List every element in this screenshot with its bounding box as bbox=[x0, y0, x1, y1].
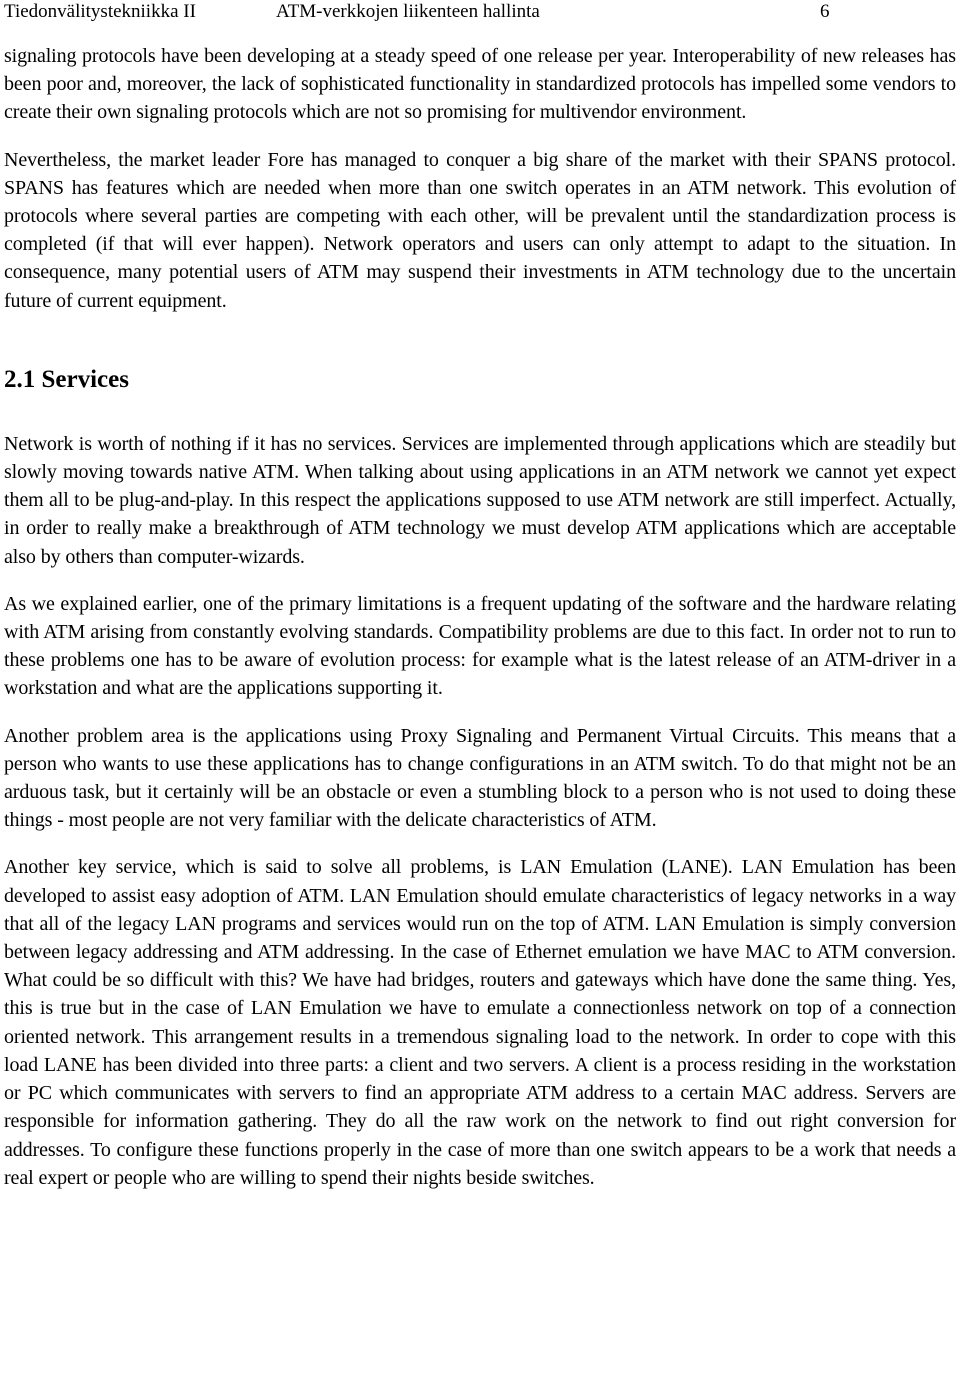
header-course: Tiedonvälitystekniikka II bbox=[4, 1, 196, 22]
paragraph: Nevertheless, the market leader Fore has managed to conquer a big share of the market with their SPANS protocol. SPANS has features which are needed when more than one switch operates in an ATM network. This evolution of protocols where several parties are competing with each other, will be prevalent until the standardization process is completed (if that will ever happen). Network operators and users can only attempt to adapt to the situation. In consequence, many potential users of ATM may suspend their investments in ATM technology due to the uncertain future of current equipment. bbox=[4, 148, 956, 312]
section-heading: 2.1 Services bbox=[4, 365, 129, 393]
document-body bbox=[4, 42, 956, 1192]
paragraph: Another key service, which is said to solve all problems, is LAN Emulation (LANE). LAN Emulation has been developed to assist easy adoption of ATM. LAN Emulation should emulate characteristics of legacy networks in a way that all of the legacy LAN programs and services would run on the top of ATM. LAN Emulation is simply conversion between legacy addressing and ATM addressing. In the case of Ethernet emulation we have MAC to ATM conversion. What could be so difficult with this? We have had bridges, routers and gateways which have done the same thing. Yes, this is true but in the case of LAN Emulation we have to emulate a connectionless network on top of a connection oriented network. This arrangement results in a tremendous signaling load to the network. In order to cope with this load LANE has been divided into three parts: a client and two servers. A client is a process residing in the workstation or PC which communicates with servers to find an appropriate ATM address to a certain MAC address. Servers are responsible for information gathering. They do all the raw work on the network to find out right conversion for addresses. To configure these functions properly in the case of more than one switch appears to be a work that needs a real expert or people who are willing to spend their nights beside switches. bbox=[4, 856, 956, 1189]
paragraph: signaling protocols have been developing at a steady speed of one release per year. Interoperability of new releases has been poor and, moreover, the lack of sophisticated functionality in standardized protocols has impelled some vendors to create their own signaling protocols which are not so promising for multivendor environment. bbox=[4, 45, 956, 124]
header-title: ATM-verkkojen liikenteen hallinta bbox=[276, 1, 540, 22]
paragraph: Another problem area is the applications using Proxy Signaling and Permanent Virtual Circuits. This means that a person who wants to use these applications has to change configurations in an ATM switch. To do that might not be an arduous task, but it certainly will be an obstacle or even a stumbling block to a person who is not used to doing these things - most people are not very familiar with the delicate characteristics of ATM. bbox=[4, 724, 956, 832]
paragraph: Network is worth of nothing if it has no services. Services are implemented through applications which are steadily but slowly moving towards native ATM. When talking about using applications in an ATM network we cannot yet expect them all to be plug-and-play. In this respect the applications supposed to use ATM network are still imperfect. Actually, in order to really make a breakthrough of ATM technology we must develop ATM applications which are acceptable also by others than computer-wizards. bbox=[4, 432, 956, 568]
page-number: 6 bbox=[820, 1, 830, 22]
paragraph: As we explained earlier, one of the primary limitations is a frequent updating of the software and the hardware relating with ATM arising from constantly evolving standards. Compatibility problems are due to this fact. In order not to run to these problems one has to be aware of evolution process: for example what is the latest release of an ATM-driver in a workstation and what are the applications supporting it. bbox=[4, 592, 956, 700]
page-header bbox=[4, 0, 956, 24]
